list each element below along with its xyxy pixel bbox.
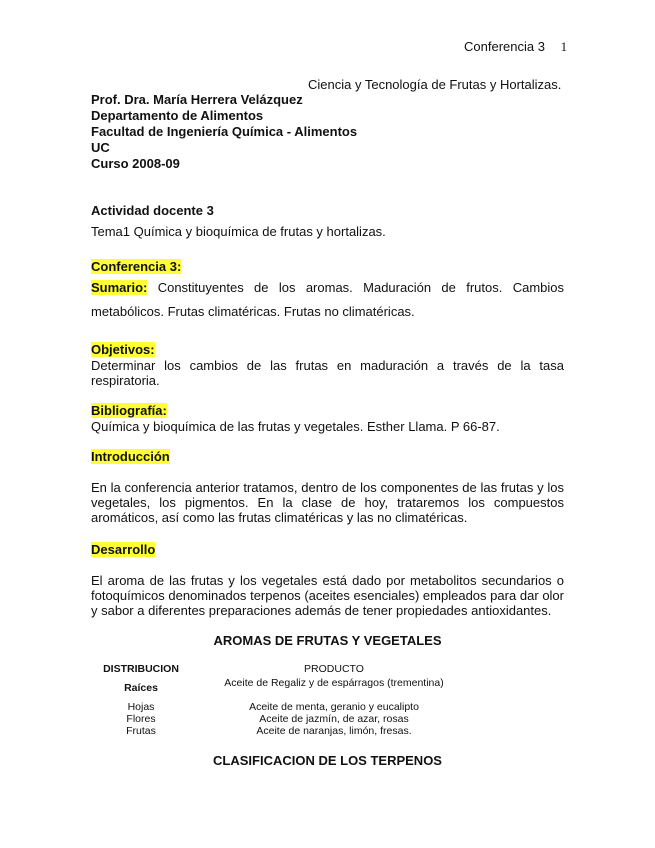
introduction-label: Introducción <box>91 449 170 464</box>
page-number: 1 <box>560 39 568 54</box>
introduction-line-2: vegetales, los pigmentos. En la clase de hoy, trataremos los compuestos <box>91 495 564 510</box>
col-header-product: PRODUCTO <box>304 663 364 675</box>
table-cell-part: Frutas <box>126 725 156 737</box>
objectives-label: Objetivos: <box>91 342 155 357</box>
development-line-2: fotoquímicos denominados terpenos (aceites esenciales) empleados para dar olor <box>91 588 564 603</box>
section-title-terpenes: CLASIFICACION DE LOS TERPENOS <box>213 753 442 768</box>
development-line-1: El aroma de las frutas y los vegetales está dado por metabolitos secundarios o <box>91 573 564 588</box>
summary-text-1: Constituyentes de los aromas. Maduración de frutos. Cambios <box>157 280 564 295</box>
table-cell-product: Aceite de Regaliz y de espárragos (trementina) <box>224 677 444 689</box>
development-line-3: y sabor a diferentes preparaciones además de tener propiedades antioxidantes. <box>91 603 552 618</box>
university: UC <box>91 140 110 155</box>
activity-topic: Tema1 Química y bioquímica de frutas y hortalizas. <box>91 224 386 239</box>
table-cell-part: Hojas <box>127 701 155 713</box>
table-cell-part: Raíces <box>124 682 158 694</box>
author-block <box>91 92 357 172</box>
department: Departamento de Alimentos <box>91 108 264 123</box>
table-cell-part: Flores <box>126 713 156 725</box>
bibliography-text: Química y bioquímica de las frutas y vegetales. Esther Llama. P 66-87. <box>91 419 500 434</box>
summary-label: Sumario: <box>91 280 148 295</box>
summary-line-1 <box>91 280 564 295</box>
author-name: Prof. Dra. María Herrera Velázquez <box>91 92 303 107</box>
introduction-line-1: En la conferencia anterior tratamos, dentro de los componentes de las frutas y los <box>91 480 564 495</box>
objectives-line-1: Determinar los cambios de las frutas en maduración a través de la tasa <box>91 358 564 373</box>
conference-label: Conferencia 3: <box>91 259 182 274</box>
aromas-table-title: AROMAS DE FRUTAS Y VEGETALES <box>213 633 442 648</box>
development-label: Desarrollo <box>91 542 156 557</box>
table-cell-product: Aceite de jazmín, de azar, rosas <box>259 713 409 725</box>
summary-line-2: metabólicos. Frutas climatéricas. Frutas no climatéricas. <box>91 304 415 319</box>
objectives-line-2: respiratoria. <box>91 373 160 388</box>
col-header-distribution: DISTRIBUCION <box>103 663 179 675</box>
faculty: Facultad de Ingeniería Química - Alimentos <box>91 124 358 139</box>
activity-label: Actividad docente 3 <box>91 203 214 218</box>
table-cell-product: Aceite de naranjas, limón, fresas. <box>256 725 412 737</box>
running-header <box>464 39 567 55</box>
table-cell-product: Aceite de menta, geranio y eucalipto <box>249 701 419 713</box>
course-title: Ciencia y Tecnología de Frutas y Hortalizas. <box>308 77 562 92</box>
course-year: Curso 2008-09 <box>91 156 180 171</box>
bibliography-label: Bibliografía: <box>91 403 167 418</box>
introduction-line-3: aromáticos, así como las frutas climatéricas y las no climatéricas. <box>91 510 468 525</box>
running-title: Conferencia 3 <box>464 39 545 54</box>
